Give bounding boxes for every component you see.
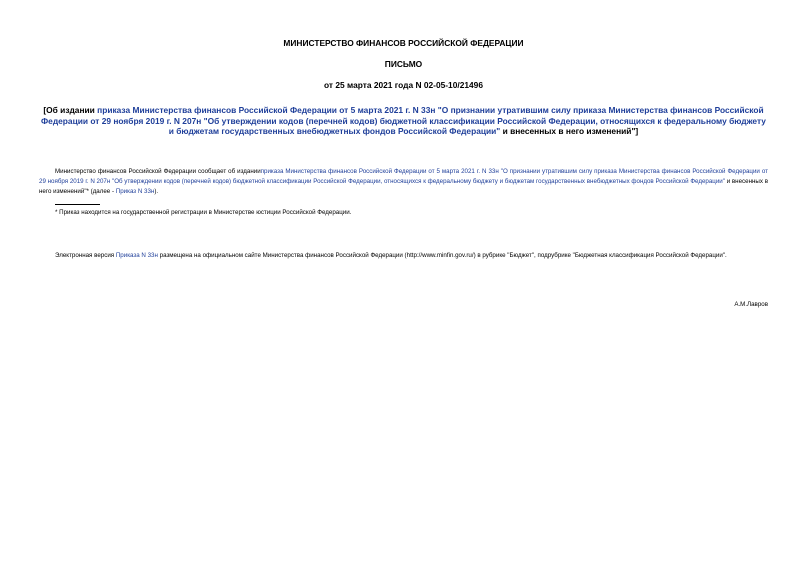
p2-rest: размещена на официальном сайте Министерства финансов Российской Федерации (http://www.minfin.gov.ru/) в рубрике "Бюджет", подрубрике "Бюджетная классификация Российской Федерации". xyxy=(157,252,727,259)
p1-order-short-link[interactable]: Приказ N 33н xyxy=(115,188,155,195)
body-paragraph-2 xyxy=(39,251,768,261)
document-subject xyxy=(40,105,767,137)
p1-order-link[interactable]: приказа Министерства финансов Российской Федерации от 5 марта 2021 г. N 33н "О признании утратившим силу приказа Министерства финансов Российской Федерации от 29 ноября 2019 г. N 207н "Об утверждении кодов (перечней кодов) бюджетной классификации Российской Федерации, относящихся к федеральному бюджету и бюджетам государственных внебюджетных фондов Российской Федерации" xyxy=(39,168,768,185)
p1-mid: и внесенных в него изменений"* (далее - xyxy=(39,178,768,195)
p2-order-link[interactable]: Приказа N 33н xyxy=(115,252,158,259)
document-type: ПИСЬМО xyxy=(384,59,423,69)
subject-order-link[interactable]: приказа Министерства финансов Российской Федерации от 5 марта 2021 г. N 33н "О признании утратившим силу приказа Министерства финансов Российской Федерации от 29 ноября 2019 г. N 207н "Об утверждении кодов (перечней кодов) бюджетной классификации Российской Федерации, относящихся к федеральному бюджету и бюджетам государственных внебюджетных фондов Российской Федерации" xyxy=(41,105,766,136)
body-paragraph-1 xyxy=(39,167,768,197)
p1-prefix: Министерство финансов Российской Федерации сообщает об издании xyxy=(55,168,261,175)
ministry-heading: МИНИСТЕРСТВО ФИНАНСОВ РОССИЙСКОЙ ФЕДЕРАЦИИ xyxy=(283,38,524,48)
signature: А.М.Лавров xyxy=(734,301,768,308)
subject-suffix: и внесенных в него изменений"] xyxy=(500,126,639,136)
p2-prefix: Электронная версия xyxy=(55,252,116,259)
subject-prefix: [Об издании xyxy=(43,105,98,115)
footnote-divider xyxy=(55,204,100,205)
footnote: * Приказ находится на государственной регистрации в Министерстве юстиции Российской Федерации. xyxy=(55,209,352,216)
p1-end: ). xyxy=(154,188,159,195)
document-date-number: от 25 марта 2021 года N 02-05-10/21496 xyxy=(324,80,483,90)
